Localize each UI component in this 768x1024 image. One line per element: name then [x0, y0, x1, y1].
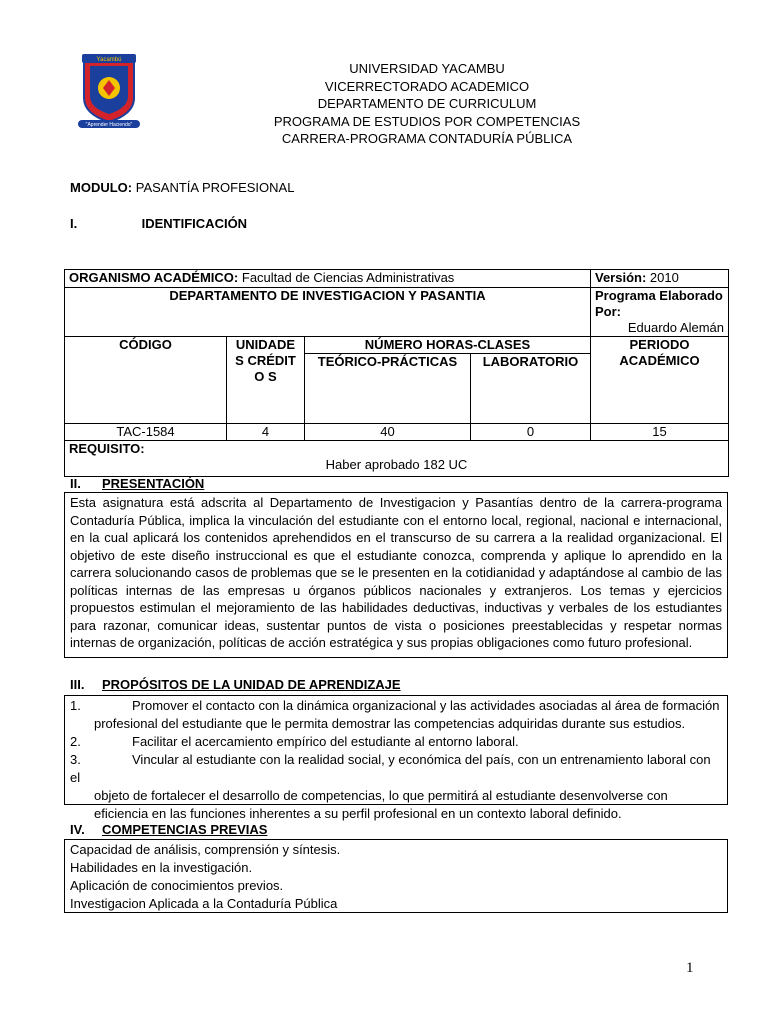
- col-periodo-header: PERIODO ACADÉMICO: [591, 337, 729, 424]
- col-laboratorio-header: LABORATORIO: [471, 354, 591, 424]
- requisito-value: Haber aprobado 182 UC: [325, 457, 468, 472]
- list-item: Habilidades en la investigación.: [70, 860, 253, 875]
- page-number: 1: [686, 960, 694, 976]
- teorico-cell: 40: [305, 424, 471, 441]
- version-cell: [591, 270, 729, 288]
- logo-motto-text: "Aprender Haciendo": [85, 122, 133, 128]
- section-competencias-heading: [70, 822, 267, 837]
- header-line-programa: PROGRAMA DE ESTUDIOS POR COMPETENCIAS: [273, 113, 581, 129]
- item-continuation: profesional del estudiante que le permita demostrar las competencias adquiridas durante sus estudios.: [94, 716, 686, 731]
- competencias-list: [64, 839, 728, 913]
- list-item: Capacidad de análisis, comprensión y síntesis.: [70, 842, 341, 857]
- version-label: Versión:: [595, 270, 647, 285]
- item-text: Facilitar el acercamiento empírico del estudiante al entorno laboral.: [132, 734, 519, 749]
- list-item: [70, 751, 722, 823]
- section-title: COMPETENCIAS PREVIAS: [102, 822, 268, 837]
- departamento-cell: DEPARTAMENTO DE INVESTIGACION Y PASANTIA: [65, 288, 591, 337]
- section-title: PRESENTACIÓN: [102, 476, 205, 491]
- document-header: [0, 60, 768, 148]
- modulo-label: MODULO:: [70, 180, 133, 195]
- elaborado-value: Eduardo Alemán: [627, 320, 724, 335]
- item-number: 1.: [70, 698, 81, 713]
- section-number: II.: [70, 476, 81, 491]
- header-line-vicerrectorado: VICERRECTORADO ACADEMICO: [324, 78, 530, 94]
- section-number: I.: [70, 216, 78, 231]
- item-text: Vincular al estudiante con la realidad social, y económica del país, con un entrenamiento laboral con el: [70, 752, 711, 785]
- laboratorio-cell: 0: [471, 424, 591, 441]
- propositos-list: [64, 695, 728, 821]
- header-line-carrera: CARRERA-PROGRAMA CONTADURÍA PÚBLICA: [281, 131, 573, 146]
- organismo-label: ORGANISMO ACADÉMICO:: [69, 270, 239, 285]
- modulo-line: [70, 180, 294, 195]
- section-propositos-heading: [70, 677, 401, 692]
- section-number: IV.: [70, 822, 85, 837]
- table-row: [65, 270, 729, 288]
- identificacion-table: [64, 269, 729, 477]
- table-row: [65, 288, 729, 337]
- table-row: [65, 424, 729, 441]
- elaborado-cell: [591, 288, 729, 337]
- col-teorico-header: TEÓRICO-PRÁCTICAS: [305, 354, 471, 424]
- list-item: [70, 733, 722, 751]
- list-item: Aplicación de conocimientos previos.: [70, 878, 284, 893]
- col-unidades-header: UNIDADE S CRÉDITO S: [227, 337, 305, 424]
- header-line-departamento: DEPARTAMENTO DE CURRICULUM: [317, 96, 537, 111]
- section-presentacion-heading: [70, 476, 204, 491]
- item-number: 2.: [70, 734, 81, 749]
- section-number: III.: [70, 677, 85, 692]
- requisito-cell: [65, 441, 729, 477]
- section-identificacion-heading: [70, 216, 247, 231]
- section-title: PROPÓSITOS DE LA UNIDAD DE APRENDIZAJE: [102, 677, 401, 692]
- logo-banner-text: Yacambú: [96, 57, 122, 63]
- table-row: [65, 441, 729, 477]
- elaborado-label: Programa Elaborado Por:: [595, 288, 723, 319]
- item-text: Promover el contacto con la dinámica organizacional y las actividades asociadas al área de formación: [132, 698, 720, 713]
- col-horas-header: NÚMERO HORAS-CLASES: [305, 337, 591, 354]
- codigo-cell: TAC-1584: [65, 424, 227, 441]
- requisito-label: REQUISITO:: [69, 441, 145, 456]
- version-value: 2010: [649, 270, 679, 285]
- item-continuation: objeto de fortalecer el desarrollo de competencias, lo que permitirá al estudiante desenvolverse con eficiencia en las funciones inherentes a su perfil profesional en un contexto laboral definido.: [94, 788, 668, 821]
- presentacion-text: Esta asignatura está adscrita al Departamento de Investigacion y Pasantías dentro de la carrera-programa Contaduría Pública, implica la vinculación del estudiante con el entorno local, regional, nacional e internacional, en la cual aplicará los contenidos aprehendidos en el transcurso de su carrera a la realidad organizacional. El objetivo de este diseño instruccional es que el estudiante conozca, comprenda y aplique lo aprendido en la carrera solucionando casos de problemas que se le presenten en la cotidianidad y adaptándose al cambio de las políticas internas de las empresas u órganos públicos nacionales y extranjeros. Los temas y ejercicios propuestos estimulan el mejoramiento de las habilidades deductivas, inductivas y verbales de los estudiantes para razonar, comunicar ideas, sustentar puntos de vista o posiciones preestablecidas y respetar normas internas de organización, políticas de acción estratégica y sus propias obligaciones como futuro profesional.: [64, 492, 728, 658]
- col-codigo-header: CÓDIGO: [65, 337, 227, 424]
- periodo-cell: 15: [591, 424, 729, 441]
- unidades-cell: 4: [227, 424, 305, 441]
- section-title: IDENTIFICACIÓN: [141, 216, 248, 231]
- table-row: [65, 337, 729, 354]
- modulo-value: PASANTÍA PROFESIONAL: [135, 180, 295, 195]
- organismo-cell: [65, 270, 591, 288]
- header-line-university: UNIVERSIDAD YACAMBU: [349, 61, 505, 76]
- item-number: 3.: [70, 752, 81, 767]
- list-item: [70, 697, 722, 733]
- list-item: Investigacion Aplicada a la Contaduría Pública: [70, 896, 338, 911]
- organismo-value: Facultad de Ciencias Administrativas: [241, 270, 455, 285]
